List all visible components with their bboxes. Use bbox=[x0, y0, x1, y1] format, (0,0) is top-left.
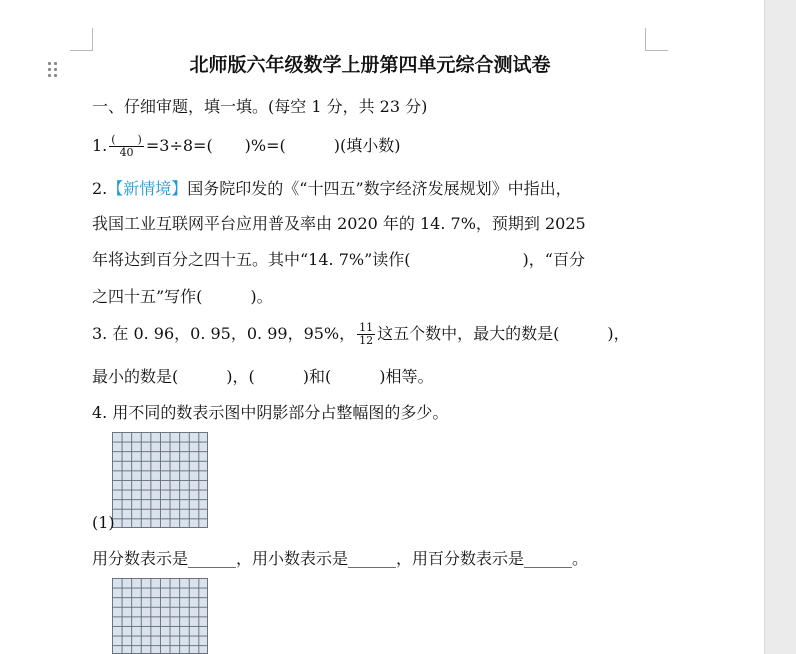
question-3-line-1 bbox=[92, 321, 630, 347]
q2-number: 2. bbox=[92, 179, 108, 198]
question-1 bbox=[92, 133, 401, 159]
grid-figure-2 bbox=[112, 578, 208, 654]
q3-text-before: 3. 在 0. 96，0. 95，0. 99，95%， bbox=[92, 324, 356, 343]
grid-1-shaded-area bbox=[112, 432, 208, 528]
q1-fraction-denominator: 40 bbox=[119, 146, 134, 159]
margin-corner-top-right bbox=[645, 28, 668, 51]
question-2-line-1 bbox=[92, 176, 572, 199]
q1-number: 1. bbox=[92, 136, 108, 155]
new-context-tag: 【新情境】 bbox=[107, 179, 188, 198]
question-4: 4. 用不同的数表示图中阴影部分占整幅图的多少。 bbox=[92, 403, 449, 422]
q3-fraction-numerator: 11 bbox=[359, 321, 374, 334]
q1-fraction bbox=[109, 134, 144, 159]
question-4-answer-line: 用分数表示是______，用小数表示是______，用百分数表示是______。 bbox=[92, 549, 589, 568]
q1-fraction-numerator: ( ) bbox=[111, 133, 142, 146]
grid-2-shaded-area bbox=[112, 578, 208, 654]
section-heading: 一、仔细审题，填一填。(每空 1 分，共 23 分) bbox=[92, 97, 428, 116]
q2-text-1: 国务院印发的《“十四五”数字经济发展规划》中指出， bbox=[187, 179, 572, 198]
figure-1-label: (1) bbox=[92, 513, 115, 532]
q3-text-after: 这五个数中，最大的数是( )， bbox=[377, 324, 630, 343]
drag-handle-icon[interactable] bbox=[48, 62, 60, 78]
question-2-line-4: 之四十五”写作( )。 bbox=[92, 287, 273, 306]
document-title: 北师版六年级数学上册第四单元综合测试卷 bbox=[189, 54, 551, 76]
question-3-line-2: 最小的数是( )，( )和( )相等。 bbox=[92, 367, 434, 386]
grid-figure-1 bbox=[112, 432, 208, 528]
q3-fraction bbox=[357, 322, 375, 347]
question-2-line-3: 年将达到百分之四十五。其中“14. 7%”读作( )，“百分 bbox=[92, 250, 585, 269]
window-side-panel bbox=[764, 0, 796, 654]
margin-corner-top-left bbox=[70, 28, 93, 51]
q3-fraction-denominator: 12 bbox=[359, 334, 374, 347]
q1-text: =3÷8=( )%=( )(填小数) bbox=[145, 136, 401, 155]
question-2-line-2: 我国工业互联网平台应用普及率由 2020 年的 14. 7%，预期到 2025 bbox=[92, 214, 586, 233]
